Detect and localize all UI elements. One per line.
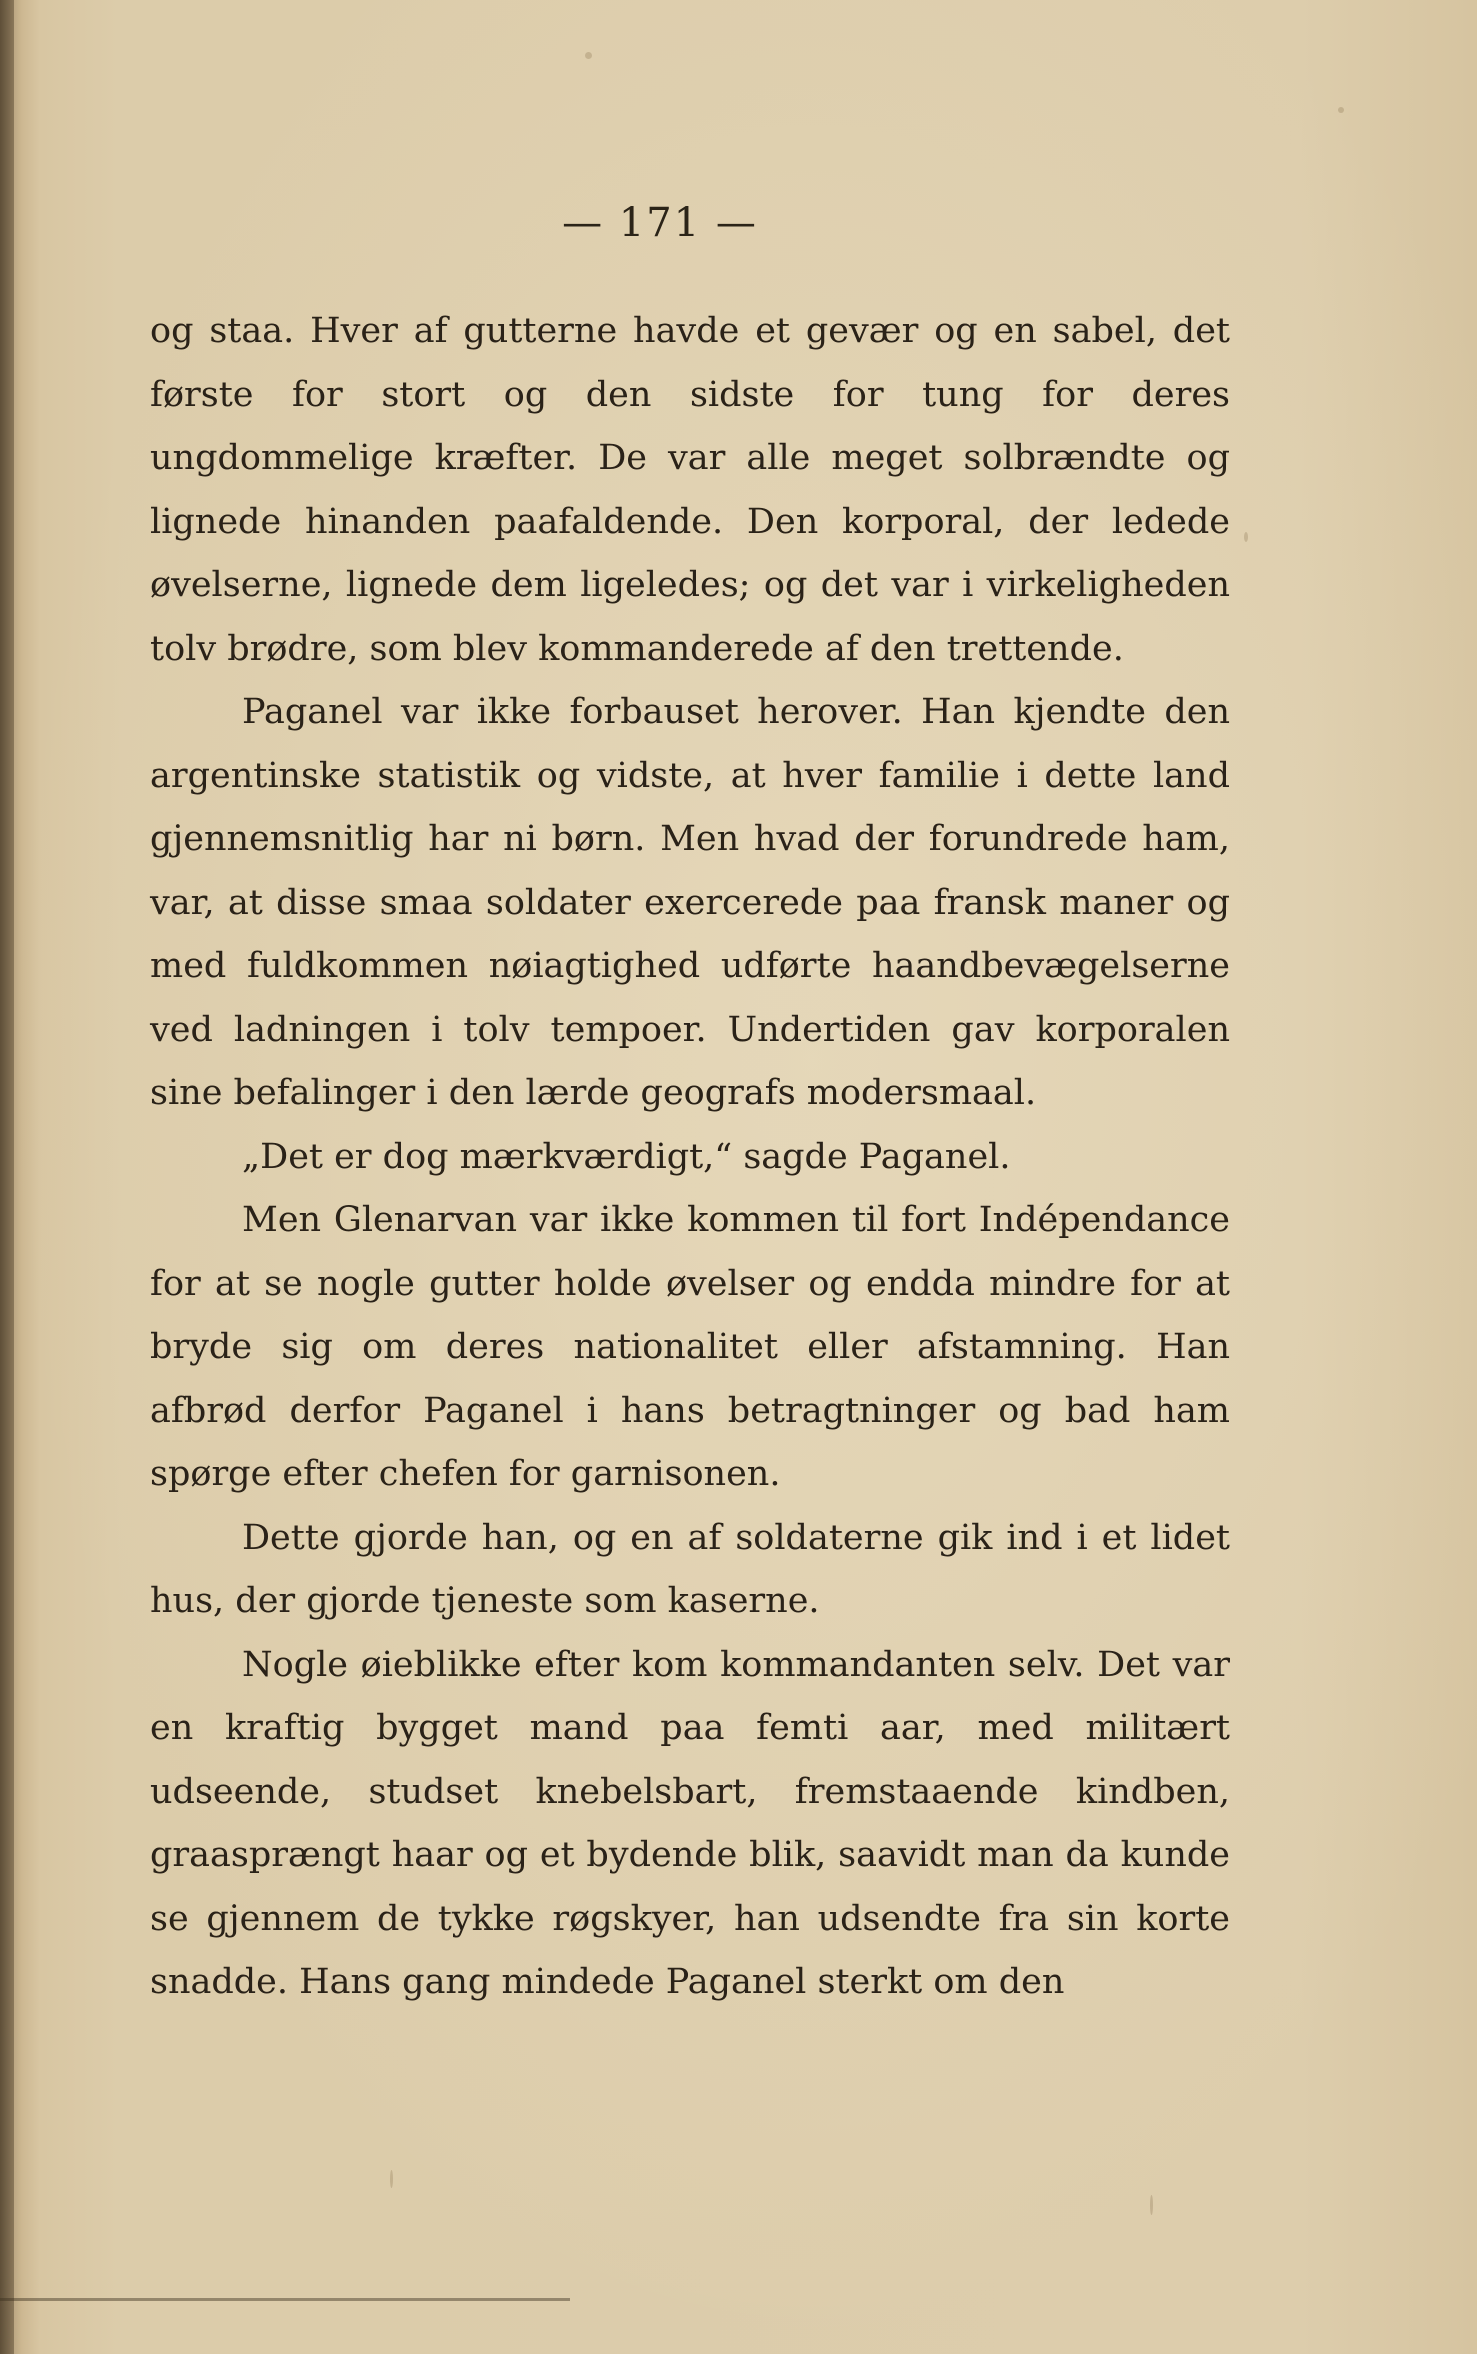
paragraph: Paganel var ikke forbauset herover. Han kjendte den argentinske statistik og vidste, at hver familie i dette land gjennemsnitlig har ni børn. Men hvad der forundrede ham, var, at disse smaa soldater exercerede paa fransk maner og med fuldkommen nøiagtighed udførte haandbevægelserne ved ladningen i tolv tempoer. Undertiden gav korporalen sine befalinger i den lærde geografs modersmaal. [150,692,1230,1113]
page-bottom-mark [0,2298,570,2301]
paper-stain [1150,2195,1153,2215]
paragraph: og staa. Hver af gutterne havde et gevær og en sabel, det første for stort og den sidste for tung for deres ungdommelige kræfter. De var alle meget solbrændte og lignede hinanden paafaldende. Den korporal, der ledede øvelserne, lignede dem ligeledes; og det var i virkeligheden tolv brødre, som blev kommanderede af den trettende. [150,311,1230,669]
paragraph: Nogle øieblikke efter kom kommandanten selv. Det var en kraftig bygget mand paa femti aar, med militært udseende, studset knebelsbart, fremstaaende kindben, graasprængt haar og et bydende blik, saavidt man da kunde se gjennem de tykke røgskyer, han udsendte fra sin korte snadde. Hans gang mindede Paganel sterkt om den [150,1644,1230,2002]
paper-stain [1244,532,1248,542]
page-binding-edge [0,0,14,2354]
paper-stain [585,52,592,59]
paragraph: „Det er dog mærkværdigt,“ sagde Paganel. [242,1136,1011,1177]
body-text [150,300,1230,2015]
paragraph: Dette gjorde han, og en af soldaterne gik ind i et lidet hus, der gjorde tjeneste som kaserne. [150,1517,1230,1621]
paper-stain [390,2170,393,2188]
page-number: — 171 — [562,200,758,246]
paper-stain [1338,107,1344,113]
paragraph: Men Glenarvan var ikke kommen til fort Indépendance for at se nogle gutter holde øvelser og endda mindre for at bryde sig om deres nationalitet eller afstamning. Han afbrød derfor Paganel i hans betragtninger og bad ham spørge efter chefen for garnisonen. [150,1200,1230,1494]
